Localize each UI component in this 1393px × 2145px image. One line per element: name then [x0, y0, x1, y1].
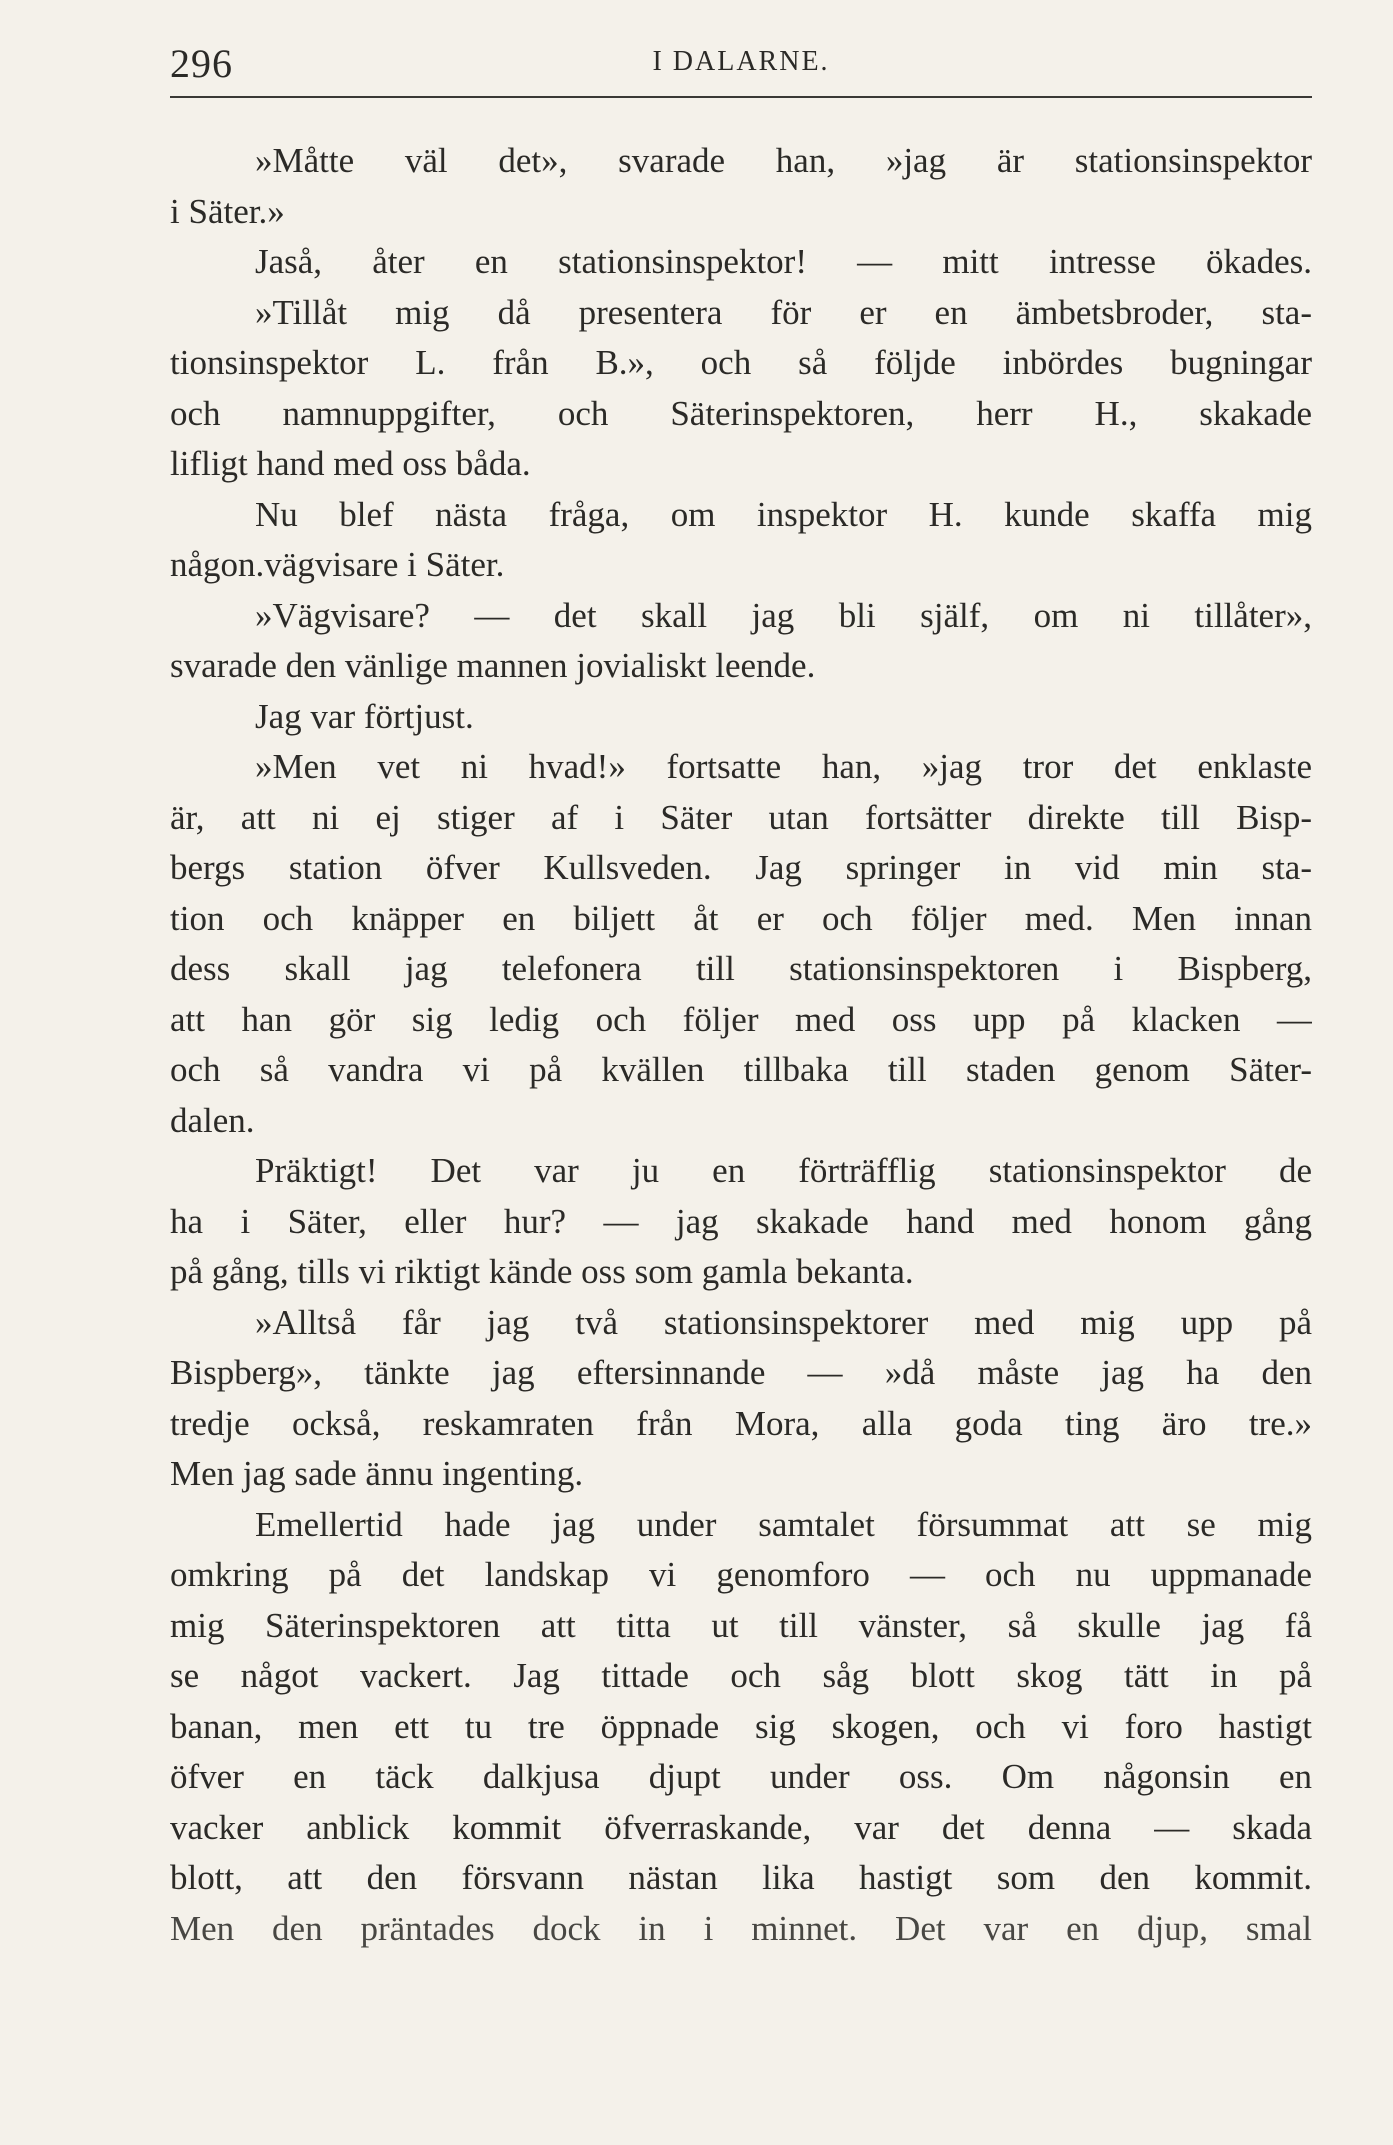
text-line: ha i Säter, eller hur? — jag skakade hand med honom gång — [170, 1201, 1312, 1241]
text-line: är, att ni ej stiger af i Säter utan fortsätter direkte till Bisp- — [170, 797, 1312, 837]
text-line: lifligt hand med oss båda. — [170, 444, 531, 483]
text-line: Men den präntades dock in i minnet. Det var en djup, smal — [170, 1908, 1312, 1948]
text-line: bergs station öfver Kullsveden. Jag springer in vid min sta- — [170, 848, 1312, 887]
text-line: »Alltså får jag två stationsinspektorer med mig upp på — [255, 1302, 1312, 1342]
text-line: Nu blef nästa fråga, om inspektor H. kunde skaffa mig — [255, 494, 1312, 534]
page-number: 296 — [170, 41, 233, 86]
text-line: Bispberg», tänkte jag eftersinnande — »då måste jag ha den — [170, 1353, 1312, 1392]
text-line: öfver en täck dalkjusa djupt under oss. Om någonsin en — [170, 1757, 1312, 1796]
text-line: mig Säterinspektoren att titta ut till vänster, så skulle jag få — [170, 1605, 1312, 1645]
text-line: »Men vet ni hvad!» fortsatte han, »jag tror det enklaste — [255, 747, 1312, 786]
text-line: i Säter.» — [170, 191, 285, 231]
text-line: och så vandra vi på kvällen tillbaka till staden genom Säter- — [170, 1050, 1312, 1089]
text-line: Präktigt! Det var ju en förträfflig stationsinspektor de — [255, 1151, 1312, 1190]
text-line: Emellertid hade jag under samtalet försummat att se mig — [255, 1504, 1312, 1544]
text-line: dalen. — [170, 1100, 255, 1140]
running-head — [170, 34, 1312, 94]
text-line: vacker anblick kommit öfverraskande, var det denna — skada — [170, 1807, 1312, 1847]
body-text — [170, 136, 1312, 1954]
text-line: banan, men ett tu tre öppnade sig skogen, och vi foro hastigt — [170, 1706, 1312, 1746]
text-line: »Tillåt mig då presentera för er en ämbetsbroder, sta- — [255, 292, 1312, 332]
text-line: »Vägvisare? — det skall jag bli själf, om ni tillåter», — [255, 595, 1312, 635]
text-line: på gång, tills vi riktigt kände oss som gamla bekanta. — [170, 1252, 914, 1291]
text-line: tionsinspektor L. från B.», och så följde inbördes bugningar — [170, 343, 1312, 382]
header-rule — [170, 96, 1312, 98]
text-line: att han gör sig ledig och följer med oss upp på klacken — — [170, 999, 1312, 1039]
text-line: och namnuppgifter, och Säterinspektoren, herr H., skakade — [170, 393, 1312, 433]
text-line: se något vackert. Jag tittade och såg blott skog tätt in på — [170, 1656, 1312, 1695]
text-line: svarade den vänlige mannen jovialiskt leende. — [170, 646, 816, 685]
text-line: »Måtte väl det», svarade han, »jag är stationsinspektor — [255, 141, 1312, 180]
text-line: Men jag sade ännu ingenting. — [170, 1454, 584, 1493]
text-line: tredje också, reskamraten från Mora, alla goda ting äro tre.» — [170, 1403, 1312, 1443]
text-line: någon.vägvisare i Säter. — [170, 545, 505, 584]
text-line: Jag var förtjust. — [255, 696, 474, 736]
running-title: I DALARNE. — [652, 46, 830, 77]
text-line: tion och knäpper en biljett åt er och följer med. Men innan — [170, 898, 1312, 938]
text-line: Jaså, åter en stationsinspektor! — mitt intresse ökades. — [255, 242, 1312, 281]
text-line: omkring på det landskap vi genomforo — och nu uppmanade — [170, 1555, 1312, 1594]
text-line: dess skall jag telefonera till stationsinspektoren i Bispberg, — [170, 949, 1312, 988]
text-line: blott, att den försvann nästan lika hastigt som den kommit. — [170, 1858, 1312, 1897]
